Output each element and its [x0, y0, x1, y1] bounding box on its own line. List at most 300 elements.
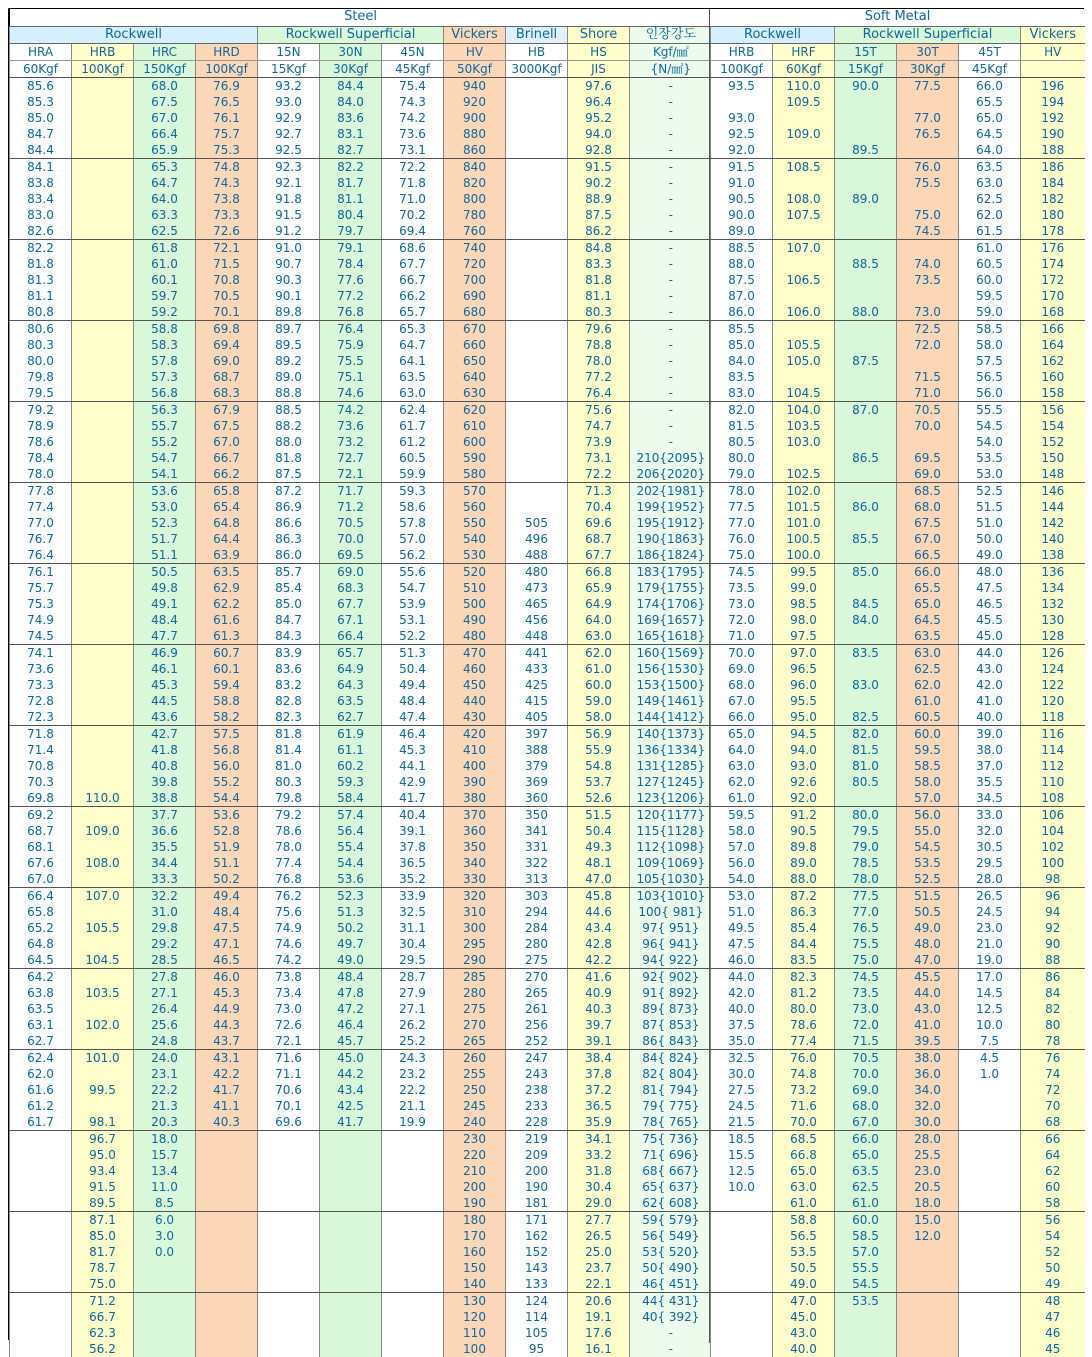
soft-cell: 76.0 — [897, 158, 959, 175]
soft-cell: 174 — [1021, 256, 1085, 272]
steel-cell: 130 — [444, 1292, 506, 1309]
soft-cell: 49.0 — [959, 547, 1021, 564]
soft-cell: 93.0 — [711, 110, 773, 126]
soft-cell: 166 — [1021, 320, 1085, 337]
soft-cell: 7.5 — [959, 1033, 1021, 1050]
soft-cell — [897, 142, 959, 159]
soft-cell: 109.5 — [773, 94, 835, 110]
soft-cell: 63.5 — [959, 158, 1021, 175]
soft-cell: 108.0 — [773, 191, 835, 207]
soft-cell: 69.0 — [711, 661, 773, 677]
steel-cell — [506, 482, 568, 499]
steel-col-header: HV — [444, 43, 506, 60]
steel-cell — [72, 142, 134, 159]
steel-cell — [382, 1228, 444, 1244]
soft-cell: 77.4 — [773, 1033, 835, 1050]
soft-cell: 63.0 — [897, 644, 959, 661]
table-row — [711, 207, 1085, 223]
steel-cell: 900 — [444, 110, 506, 126]
steel-cell: 70.4 — [568, 499, 630, 515]
table-row — [10, 758, 712, 774]
soft-cell: 82.0 — [711, 401, 773, 418]
steel-cell — [320, 1179, 382, 1195]
table-row — [711, 418, 1085, 434]
soft-cell: 71.5 — [897, 369, 959, 385]
steel-cell: 53.9 — [382, 596, 444, 612]
steel-cell: 52.3 — [320, 887, 382, 904]
steel-cell: 73.6 — [10, 661, 72, 677]
steel-cell: 88.0 — [258, 434, 320, 450]
steel-cell: 570 — [444, 482, 506, 499]
steel-cell: 87{ 853} — [630, 1017, 712, 1033]
table-row — [711, 1114, 1085, 1131]
soft-cell — [711, 1228, 773, 1244]
table-row — [10, 466, 712, 483]
soft-cell: 75.0 — [835, 952, 897, 969]
soft-cell: 107.5 — [773, 207, 835, 223]
soft-cell: 104.5 — [773, 385, 835, 402]
steel-cell: 860 — [444, 142, 506, 159]
steel-cell: 55.2 — [196, 774, 258, 790]
table-row — [10, 434, 712, 450]
steel-cell: 57.4 — [320, 806, 382, 823]
steel-cell: 58.8 — [196, 693, 258, 709]
steel-cell: - — [630, 434, 712, 450]
soft-cell: 62.5 — [897, 661, 959, 677]
table-row — [711, 1147, 1085, 1163]
soft-cell: 89.0 — [773, 855, 835, 871]
steel-cell: 73.8 — [258, 968, 320, 985]
steel-cell — [10, 1179, 72, 1195]
steel-cell: 397 — [506, 725, 568, 742]
soft-cell: 69.0 — [897, 466, 959, 483]
soft-cell — [959, 1341, 1021, 1357]
steel-cell: 85.0 — [258, 596, 320, 612]
table-row — [711, 1179, 1085, 1195]
table-row — [10, 1033, 712, 1050]
soft-cell: 19.0 — [959, 952, 1021, 969]
steel-cell: 500 — [444, 596, 506, 612]
steel-cell: 190{1863} — [630, 531, 712, 547]
soft-cell: 56.0 — [711, 855, 773, 871]
table-row — [10, 191, 712, 207]
steel-cell: 37.8 — [568, 1066, 630, 1082]
soft-col-header: 45T — [959, 43, 1021, 60]
steel-cell: 22.2 — [382, 1082, 444, 1098]
soft-cell: 64.5 — [959, 126, 1021, 142]
steel-cell: 109{1069} — [630, 855, 712, 871]
steel-cell: 190 — [444, 1195, 506, 1212]
steel-cell: 256 — [506, 1017, 568, 1033]
steel-cell: 700 — [444, 272, 506, 288]
soft-cell: 56.5 — [773, 1228, 835, 1244]
table-row — [711, 1260, 1085, 1276]
steel-cell: 202{1981} — [630, 482, 712, 499]
soft-cell: 74.8 — [773, 1066, 835, 1082]
soft-cell: 120 — [1021, 693, 1085, 709]
soft-cell — [835, 223, 897, 240]
table-row — [711, 628, 1085, 645]
steel-cell: 550 — [444, 515, 506, 531]
steel-cell: 77.4 — [258, 855, 320, 871]
steel-cell: 61.7 — [10, 1114, 72, 1131]
steel-cell: 80.8 — [10, 304, 72, 321]
soft-cell: 130 — [1021, 612, 1085, 628]
soft-cell: 70.0 — [773, 1114, 835, 1131]
soft-cell: 46.0 — [711, 952, 773, 969]
steel-cell: 57.3 — [134, 369, 196, 385]
steel-cell: 43.4 — [568, 920, 630, 936]
steel-cell: 206{2020} — [630, 466, 712, 483]
steel-cell — [506, 223, 568, 240]
soft-cell: 77.5 — [835, 887, 897, 904]
soft-cell: 30.5 — [959, 839, 1021, 855]
steel-cell: 84.0 — [320, 94, 382, 110]
soft-cell — [835, 1325, 897, 1341]
steel-cell: 92{ 902} — [630, 968, 712, 985]
steel-cell: 87.5 — [258, 466, 320, 483]
soft-cell — [897, 1341, 959, 1357]
steel-cell: 160{1569} — [630, 644, 712, 661]
steel-cell: 60.2 — [320, 758, 382, 774]
steel-cell: 580 — [444, 466, 506, 483]
soft-cell: 144 — [1021, 499, 1085, 515]
steel-cell: 75.4 — [382, 77, 444, 94]
steel-cell: 294 — [506, 904, 568, 920]
steel-cell: 42.9 — [382, 774, 444, 790]
table-row — [711, 1228, 1085, 1244]
steel-cell: 50.4 — [568, 823, 630, 839]
steel-cell — [10, 1195, 72, 1212]
steel-cell — [506, 304, 568, 321]
steel-cell — [196, 1228, 258, 1244]
steel-cell: 40.4 — [382, 806, 444, 823]
soft-cell: 84.0 — [711, 353, 773, 369]
steel-cell: 42.5 — [320, 1098, 382, 1114]
steel-cell: 72.7 — [320, 450, 382, 466]
steel-cell: 46{ 451} — [630, 1276, 712, 1293]
steel-cell: 55.2 — [134, 434, 196, 450]
table-row — [10, 337, 712, 353]
steel-cell: 73.3 — [196, 207, 258, 223]
steel-cell — [506, 191, 568, 207]
soft-cell: 71.5 — [835, 1033, 897, 1050]
steel-cell — [196, 1325, 258, 1341]
steel-cell: 83.6 — [258, 661, 320, 677]
steel-cell: 360 — [444, 823, 506, 839]
steel-cell: 81.7 — [320, 175, 382, 191]
steel-cell — [72, 126, 134, 142]
soft-cell: 50.5 — [897, 904, 959, 920]
steel-cell: 300 — [444, 920, 506, 936]
soft-cell: 93.5 — [711, 77, 773, 94]
soft-cell: 37.0 — [959, 758, 1021, 774]
soft-cell — [711, 1276, 773, 1293]
soft-cell: 86.0 — [711, 304, 773, 321]
soft-cell: 55.5 — [835, 1260, 897, 1276]
soft-col-header: HV — [1021, 43, 1085, 60]
steel-cell: 247 — [506, 1049, 568, 1066]
steel-cell: 74.5 — [10, 628, 72, 645]
steel-cell: 42.2 — [196, 1066, 258, 1082]
steel-cell: 59.0 — [568, 693, 630, 709]
soft-cell — [773, 450, 835, 466]
soft-cell: 58 — [1021, 1195, 1085, 1212]
steel-cell: 71.2 — [72, 1292, 134, 1309]
steel-col-header: 15N — [258, 43, 320, 60]
soft-cell: 86.3 — [773, 904, 835, 920]
steel-unit-header: 15Kgf — [258, 60, 320, 77]
steel-cell — [258, 1228, 320, 1244]
steel-cell: 275 — [444, 1001, 506, 1017]
soft-cell: 60.0 — [835, 1211, 897, 1228]
steel-cell: 98.1 — [72, 1114, 134, 1131]
steel-cell: 64.7 — [134, 175, 196, 191]
steel-cell: 160 — [444, 1244, 506, 1260]
steel-cell: - — [630, 77, 712, 94]
steel-cell: 23.7 — [568, 1260, 630, 1276]
soft-cell — [959, 1292, 1021, 1309]
soft-cell: 79.5 — [835, 823, 897, 839]
soft-cell: 42.0 — [959, 677, 1021, 693]
steel-cell — [10, 1309, 72, 1325]
steel-cell — [258, 1276, 320, 1293]
steel-cell: 59.3 — [382, 482, 444, 499]
steel-cell: 29.8 — [134, 920, 196, 936]
steel-cell: 64.8 — [196, 515, 258, 531]
steel-cell: 84{ 824} — [630, 1049, 712, 1066]
steel-cell: 87.1 — [72, 1211, 134, 1228]
soft-cell: 101.5 — [773, 499, 835, 515]
steel-cell: 61.0 — [134, 256, 196, 272]
soft-cell — [711, 1325, 773, 1341]
steel-cell: 379 — [506, 758, 568, 774]
steel-cell: 51.1 — [134, 547, 196, 564]
steel-cell: 65.8 — [10, 904, 72, 920]
soft-cell: 10.0 — [959, 1017, 1021, 1033]
soft-cell: 54.0 — [711, 871, 773, 888]
steel-cell: 840 — [444, 158, 506, 175]
table-row — [10, 175, 712, 191]
steel-group-2: Vickers — [444, 26, 506, 43]
steel-cell: 74.3 — [196, 175, 258, 191]
soft-cell: 1.0 — [959, 1066, 1021, 1082]
soft-cell — [959, 1130, 1021, 1147]
steel-cell: 70.6 — [258, 1082, 320, 1098]
steel-cell: 56.8 — [196, 742, 258, 758]
soft-cell: 90.0 — [711, 207, 773, 223]
steel-cell: 71.0 — [382, 191, 444, 207]
steel-cell: 79.8 — [10, 369, 72, 385]
soft-cell: 95.0 — [773, 709, 835, 726]
steel-cell: 43.6 — [134, 709, 196, 726]
soft-cell: 47 — [1021, 1309, 1085, 1325]
steel-cell — [320, 1309, 382, 1325]
steel-cell: 61.2 — [10, 1098, 72, 1114]
steel-cell: 92.8 — [568, 142, 630, 159]
table-row — [711, 661, 1085, 677]
soft-cell: 65.5 — [897, 580, 959, 596]
steel-cell — [72, 596, 134, 612]
steel-cell: 68.7 — [568, 531, 630, 547]
steel-cell: 265 — [444, 1033, 506, 1050]
steel-cell: 40.9 — [568, 985, 630, 1001]
steel-cell: 152 — [506, 1244, 568, 1260]
steel-cell: 70.1 — [196, 304, 258, 321]
steel-cell: 34.4 — [134, 855, 196, 871]
table-row — [10, 369, 712, 385]
soft-cell: 53.5 — [959, 450, 1021, 466]
steel-cell: 56{ 549} — [630, 1228, 712, 1244]
soft-cell: 75.0 — [711, 547, 773, 564]
soft-cell: 68.5 — [773, 1130, 835, 1147]
soft-cell: 35.0 — [711, 1033, 773, 1050]
soft-unit-header: 100Kgf — [711, 60, 773, 77]
table-row — [711, 1130, 1085, 1147]
steel-cell: 53.1 — [382, 612, 444, 628]
soft-cell: 88.5 — [711, 239, 773, 256]
steel-cell: 49.3 — [568, 839, 630, 855]
steel-cell: 63.0 — [568, 628, 630, 645]
steel-cell: 350 — [506, 806, 568, 823]
soft-cell: 76.0 — [711, 531, 773, 547]
soft-cell — [835, 693, 897, 709]
soft-cell: 85.0 — [711, 337, 773, 353]
steel-cell: 630 — [444, 385, 506, 402]
steel-cell: 66.4 — [320, 628, 382, 645]
soft-cell: 142 — [1021, 515, 1085, 531]
table-row — [10, 304, 712, 321]
steel-cell: 179{1755} — [630, 580, 712, 596]
steel-cell: 70.8 — [196, 272, 258, 288]
steel-cell: 340 — [444, 855, 506, 871]
soft-cell: 42.0 — [711, 985, 773, 1001]
steel-cell: 199{1952} — [630, 499, 712, 515]
soft-cell: 77.5 — [897, 77, 959, 94]
soft-cell: 168 — [1021, 304, 1085, 321]
soft-cell: 182 — [1021, 191, 1085, 207]
steel-col-header: HB — [506, 43, 568, 60]
steel-cell — [72, 936, 134, 952]
steel-cell: 58.6 — [382, 499, 444, 515]
table-row — [10, 725, 712, 742]
steel-cell: 430 — [444, 709, 506, 726]
steel-cell: 73.2 — [320, 434, 382, 450]
table-row — [711, 920, 1085, 936]
steel-cell: 690 — [444, 288, 506, 304]
steel-cell: 64.4 — [196, 531, 258, 547]
steel-cell: 58.0 — [568, 709, 630, 726]
steel-cell — [382, 1179, 444, 1195]
steel-cell: 68.3 — [320, 580, 382, 596]
soft-cell: 102.5 — [773, 466, 835, 483]
soft-cell: 51.5 — [959, 499, 1021, 515]
steel-cell: 25.6 — [134, 1017, 196, 1033]
soft-cell: 60.5 — [959, 256, 1021, 272]
steel-cell: 64.9 — [320, 661, 382, 677]
steel-cell: 153{1500} — [630, 677, 712, 693]
steel-cell: 76.2 — [258, 887, 320, 904]
steel-unit-header: 50Kgf — [444, 60, 506, 77]
soft-cell: 75.5 — [897, 175, 959, 191]
table-row — [711, 1066, 1085, 1082]
soft-cell: 48 — [1021, 1292, 1085, 1309]
soft-cell: 62 — [1021, 1163, 1085, 1179]
soft-cell: 21.5 — [711, 1114, 773, 1131]
soft-cell: 50.5 — [773, 1260, 835, 1276]
soft-cell — [959, 1276, 1021, 1293]
soft-cell: 89.0 — [835, 191, 897, 207]
soft-cell — [773, 320, 835, 337]
steel-cell: 44.1 — [382, 758, 444, 774]
steel-cell — [134, 1292, 196, 1309]
steel-cell: 56.0 — [196, 758, 258, 774]
steel-cell: 88.2 — [258, 418, 320, 434]
soft-unit-header — [1021, 60, 1085, 77]
steel-cell: 46.4 — [382, 725, 444, 742]
table-row — [711, 320, 1085, 337]
steel-cell: 63.1 — [10, 1017, 72, 1033]
steel-cell: 78.9 — [10, 418, 72, 434]
soft-cell: 87.0 — [711, 288, 773, 304]
soft-cell: 53.5 — [835, 1292, 897, 1309]
soft-cell: 34.0 — [897, 1082, 959, 1098]
steel-cell — [320, 1130, 382, 1147]
soft-cell — [835, 288, 897, 304]
steel-cell — [320, 1276, 382, 1293]
soft-cell: 85.5 — [835, 531, 897, 547]
steel-cell: 70.3 — [10, 774, 72, 790]
steel-cell — [72, 401, 134, 418]
steel-cell — [72, 758, 134, 774]
soft-cell: 85.0 — [835, 563, 897, 580]
steel-cell: 75.9 — [320, 337, 382, 353]
soft-cell: 73.5 — [835, 985, 897, 1001]
soft-cell: 112 — [1021, 758, 1085, 774]
table-row — [711, 337, 1085, 353]
steel-cell: 71.5 — [196, 256, 258, 272]
steel-cell — [506, 288, 568, 304]
steel-cell: 880 — [444, 126, 506, 142]
steel-cell: 71.7 — [320, 482, 382, 499]
steel-cell: 76.5 — [196, 94, 258, 110]
steel-cell: 56.8 — [134, 385, 196, 402]
steel-cell — [72, 369, 134, 385]
soft-cell: 45.0 — [773, 1309, 835, 1325]
steel-cell — [320, 1211, 382, 1228]
steel-cell: 760 — [444, 223, 506, 240]
table-row — [10, 320, 712, 337]
soft-cell: 106.5 — [773, 272, 835, 288]
steel-cell — [382, 1147, 444, 1163]
steel-cell: 114 — [506, 1309, 568, 1325]
steel-cell: - — [630, 385, 712, 402]
steel-cell: 56.9 — [568, 725, 630, 742]
soft-cell: 28.0 — [897, 1130, 959, 1147]
soft-cell — [959, 1244, 1021, 1260]
steel-cell: 46.5 — [196, 952, 258, 969]
steel-cell: 441 — [506, 644, 568, 661]
soft-cell: 76 — [1021, 1049, 1085, 1066]
soft-cell: 71.0 — [711, 628, 773, 645]
steel-cell: 54.7 — [134, 450, 196, 466]
steel-cell: 65.9 — [568, 580, 630, 596]
steel-cell: 44.2 — [320, 1066, 382, 1082]
steel-cell: 61.6 — [10, 1082, 72, 1098]
steel-cell: 66.2 — [196, 466, 258, 483]
steel-cell: 61.3 — [196, 628, 258, 645]
steel-cell: 71.2 — [320, 499, 382, 515]
